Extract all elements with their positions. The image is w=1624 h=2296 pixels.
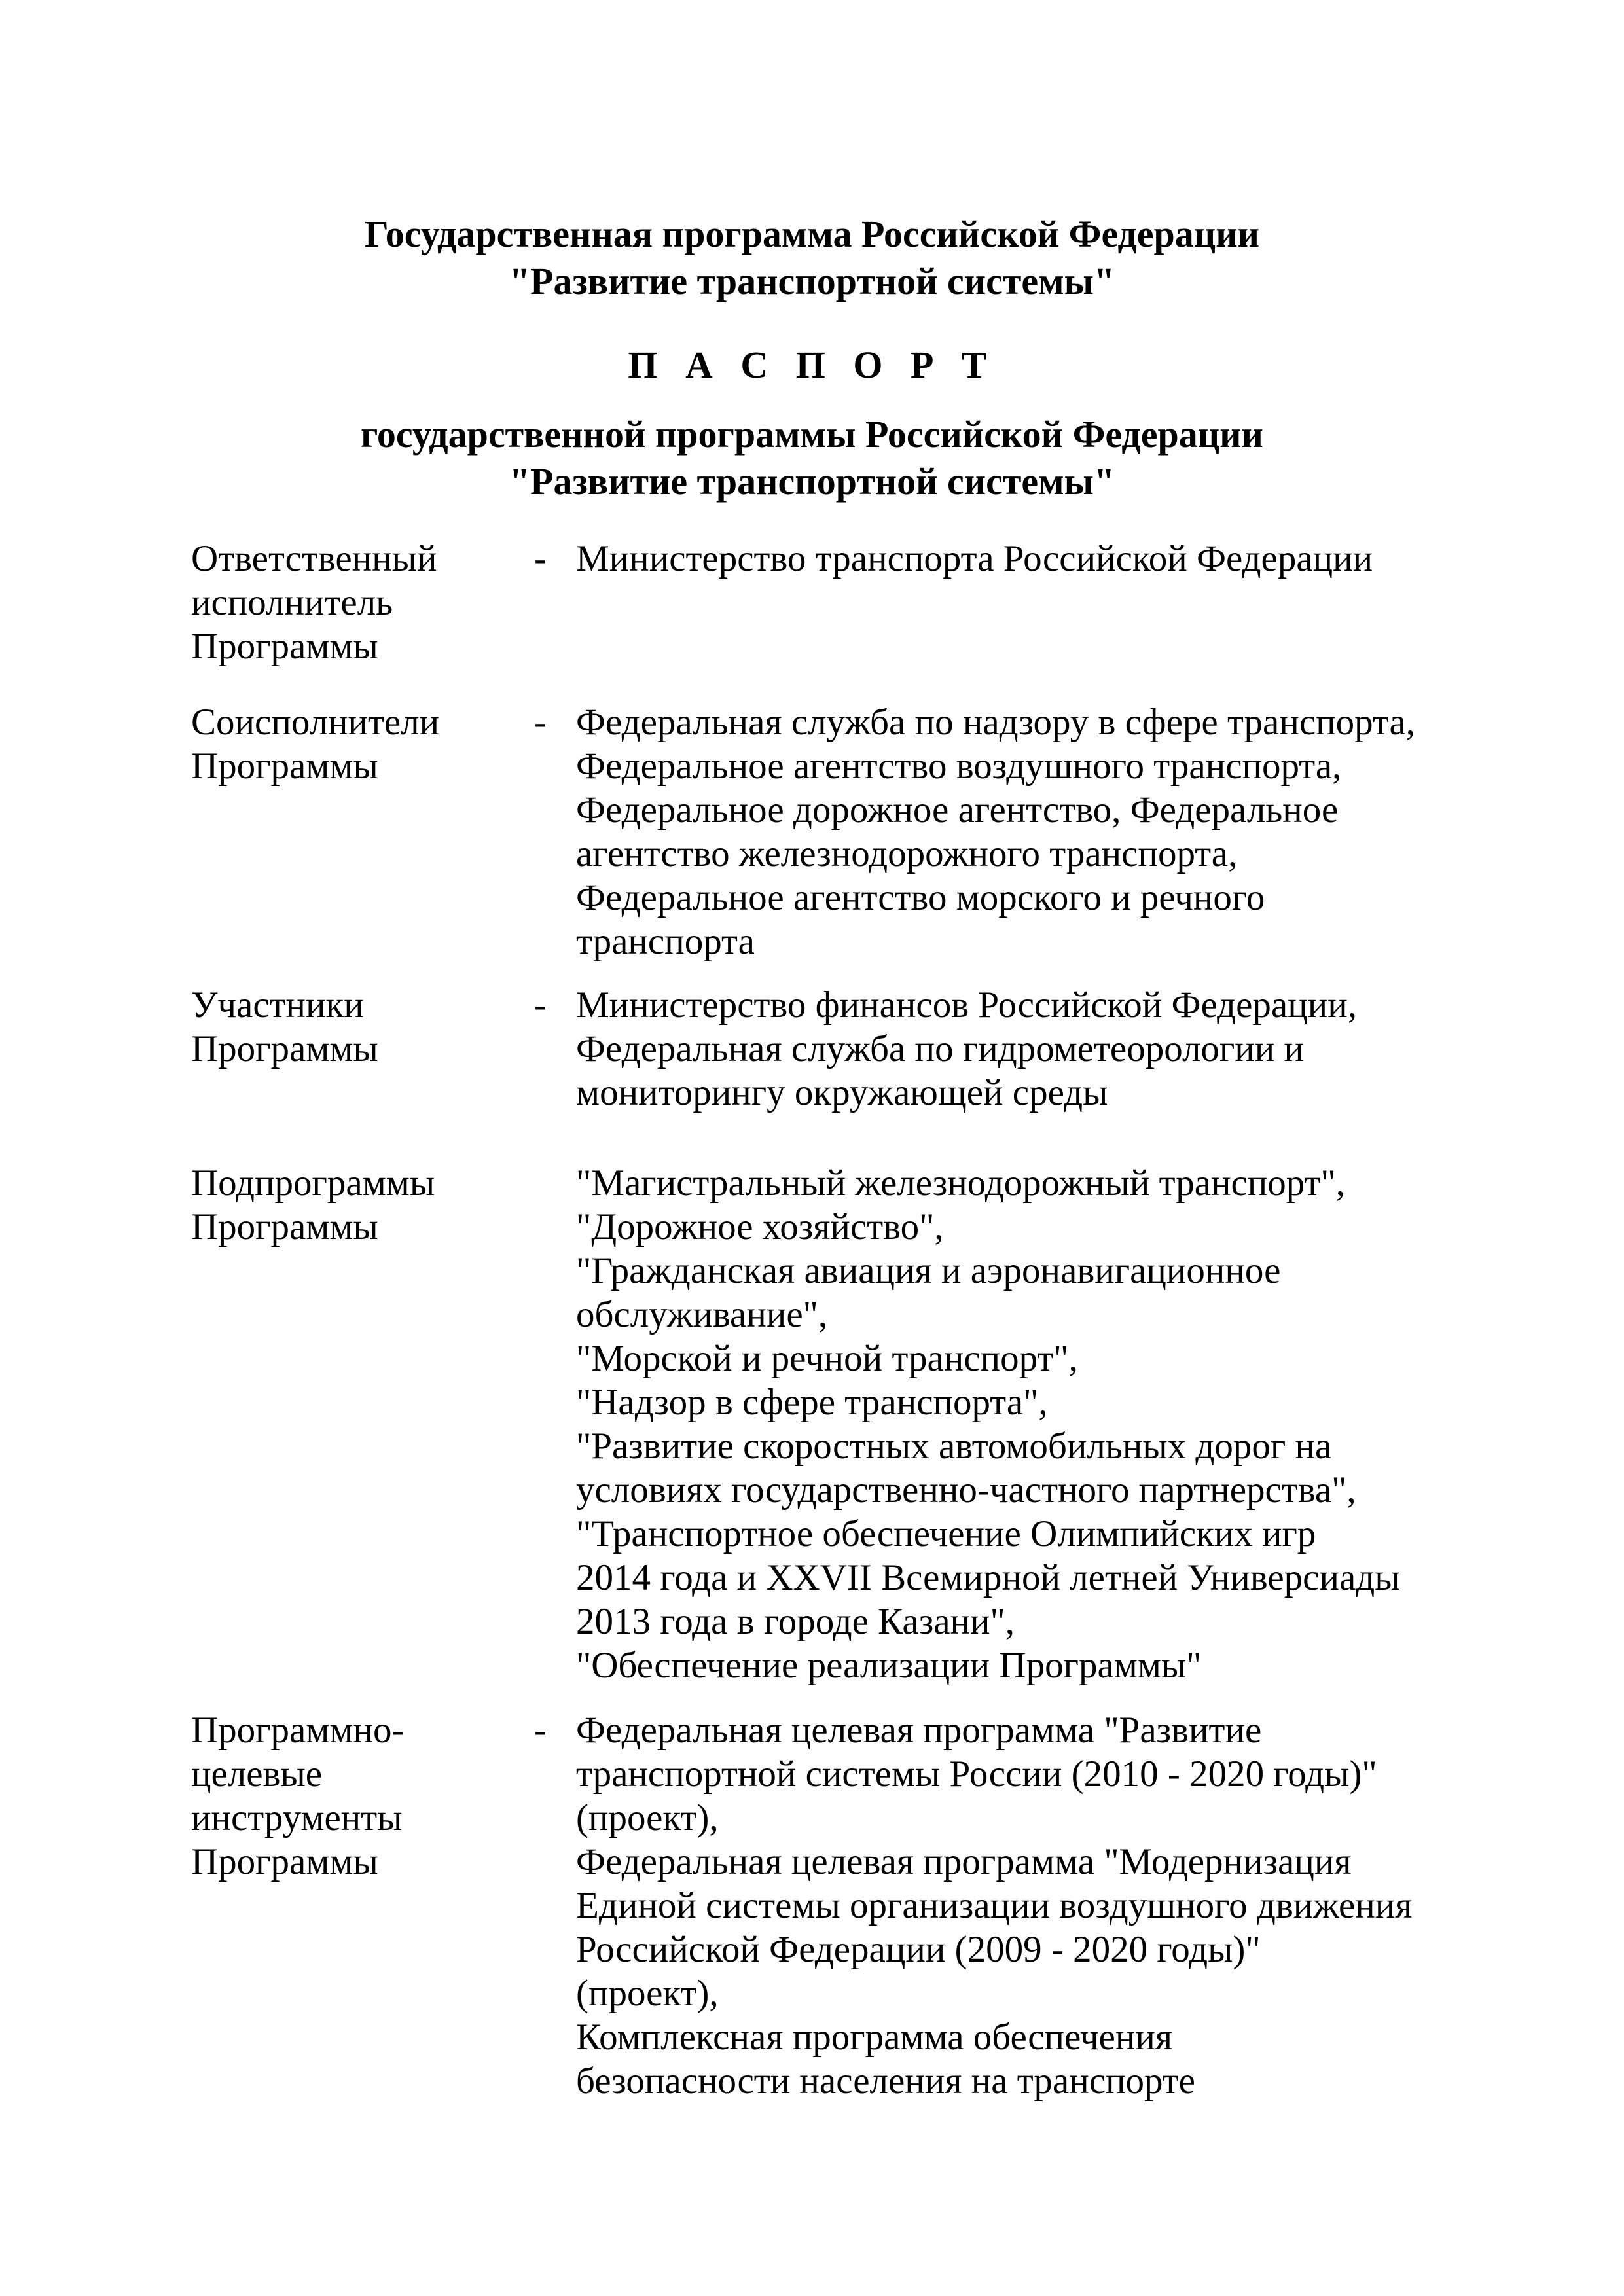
- row-label-line: Программы: [191, 745, 378, 787]
- row-value-line: (проект),: [576, 1797, 719, 1839]
- row-value-line: мониторингу окружающей среды: [576, 1072, 1108, 1113]
- passport-row-target-instruments: [0, 1708, 1624, 2127]
- row-label-line: исполнитель: [191, 582, 393, 623]
- row-label: [191, 537, 532, 668]
- row-value-line: "Дорожное хозяйство",: [576, 1206, 944, 1247]
- row-label: [191, 1161, 532, 1249]
- row-value: [576, 983, 1519, 1115]
- row-dash: -: [534, 538, 547, 579]
- row-label-line: Программы: [191, 1206, 378, 1247]
- row-value-line: "Морской и речной транспорт",: [576, 1338, 1078, 1379]
- row-value-line: "Обеспечение реализации Программы": [576, 1645, 1202, 1686]
- passport-table: [0, 537, 1624, 2127]
- row-value: [576, 1708, 1519, 2103]
- program-title-line: "Развитие транспортной системы": [509, 260, 1115, 302]
- passport-subtitle-line: государственной программы Российской Федерации: [361, 413, 1263, 456]
- row-dash: -: [534, 702, 547, 743]
- row-value-line: Министерство финансов Российской Федерации,: [576, 984, 1357, 1026]
- row-value-line: Федеральная служба по гидрометеорологии и: [576, 1028, 1305, 1069]
- row-value-line: "Магистральный железнодорожный транспорт",: [576, 1162, 1345, 1204]
- row-value-line: "Гражданская авиация и аэронавигационное: [576, 1250, 1281, 1291]
- row-label-line: Программы: [191, 626, 378, 667]
- program-title: [0, 211, 1624, 305]
- row-value-line: агентство железнодорожного транспорта,: [576, 833, 1238, 874]
- row-value-line: "Надзор в сфере транспорта",: [576, 1382, 1048, 1423]
- row-value-line: Российской Федерации (2009 - 2020 годы)": [576, 1929, 1261, 1970]
- row-label-line: Программы: [191, 1028, 378, 1069]
- row-label: [191, 700, 532, 788]
- row-value-line: Федеральная служба по надзору в сфере транспорта,: [576, 702, 1416, 743]
- row-value-line: обслуживание",: [576, 1294, 828, 1335]
- passport-label: П А С П О Р Т: [628, 344, 996, 386]
- row-dash: -: [534, 984, 547, 1026]
- row-value-line: (проект),: [576, 1973, 719, 2014]
- row-value-line: транспорта: [576, 921, 755, 962]
- row-label-line: целевые: [191, 1753, 323, 1795]
- row-label-line: Ответственный: [191, 538, 437, 579]
- row-value-line: Единой системы организации воздушного движения: [576, 1885, 1413, 1926]
- passport-row-responsible-executor: [0, 537, 1624, 700]
- row-value-line: Министерство транспорта Российской Федерации: [576, 538, 1373, 579]
- row-value-line: Федеральная целевая программа "Развитие: [576, 1710, 1262, 1751]
- row-value-line: "Транспортное обеспечение Олимпийских игр: [576, 1513, 1316, 1554]
- row-value-line: 2014 года и XXVII Всемирной летней Универсиады: [576, 1557, 1400, 1598]
- program-title-line: Государственная программа Российской Федерации: [364, 213, 1260, 255]
- row-value-line: 2013 года в городе Казани",: [576, 1601, 1015, 1642]
- passport-subtitle-line: "Развитие транспортной системы": [509, 460, 1115, 503]
- row-label-line: инструменты: [191, 1797, 403, 1839]
- row-label-line: Подпрограммы: [191, 1162, 435, 1204]
- row-label: [191, 983, 532, 1071]
- passport-subtitle: [0, 411, 1624, 505]
- row-value-line: транспортной системы России (2010 - 2020 годы)": [576, 1753, 1377, 1795]
- row-value: [576, 700, 1519, 963]
- row-value: [576, 537, 1519, 581]
- row-label-line: Программно-: [191, 1710, 405, 1751]
- passport-row-subprograms: [0, 1161, 1624, 1708]
- row-value-line: безопасности населения на транспорте: [576, 2060, 1195, 2102]
- row-value-line: Федеральное агентство морского и речного: [576, 877, 1265, 918]
- row-label-line: Программы: [191, 1841, 378, 1882]
- row-value-line: Федеральное дорожное агентство, Федеральное: [576, 789, 1339, 831]
- row-label-line: Участники: [191, 984, 364, 1026]
- row-value-line: Федеральная целевая программа "Модернизация: [576, 1841, 1352, 1882]
- row-value-line: условиях государственно-частного партнерства",: [576, 1469, 1356, 1511]
- row-label-line: Соисполнители: [191, 702, 440, 743]
- row-value-line: Федеральное агентство воздушного транспорта,: [576, 745, 1342, 787]
- passport-row-participants: [0, 983, 1624, 1161]
- row-dash: -: [534, 1710, 547, 1751]
- row-value: [576, 1161, 1519, 1687]
- passport-row-co-executors: [0, 700, 1624, 983]
- row-value-line: Комплексная программа обеспечения: [576, 2017, 1173, 2058]
- row-value-line: "Развитие скоростных автомобильных дорог на: [576, 1426, 1332, 1467]
- row-label: [191, 1708, 532, 1884]
